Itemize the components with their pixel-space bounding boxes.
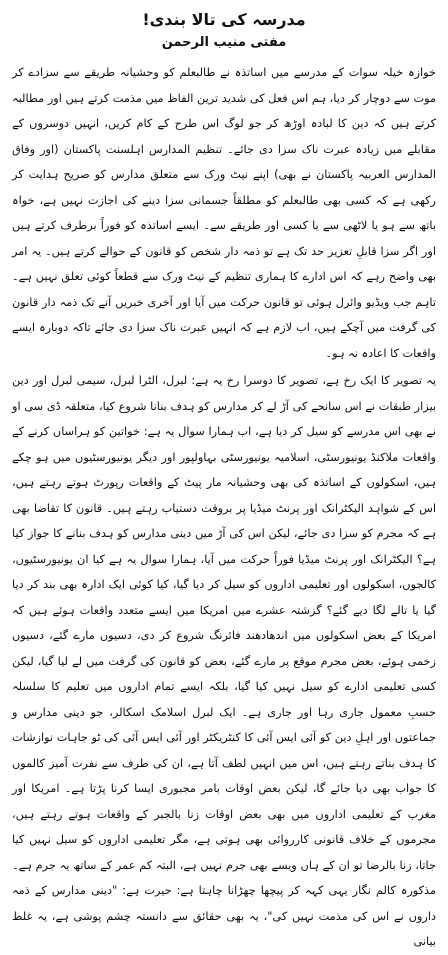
article-author: مفتی منیب الرحمن [161,35,287,50]
article-paragraph-2: یہ تصویر کا ایک رخ ہے، تصویر کا دوسرا رخ یہ ہے: لبرل، الٹرا لبرل، سیمی لبرل اور دین بیزار طبقات نے اس سانحے کی آڑ لے کر مدارس کو ہدف بنانا شروع کیا، متعلقہ ڈی سی او نے بھی اس مدرسے کو سیل کر دیا ہے، اب ہمارا سوال یہ ہے: خواتین کو ہراساں کرنے کے واقعات ملاکنڈ یونیورسٹی، اسلامیہ یونیورسٹی بہاولپور اور دیگر یونیورسٹیوں میں ہو چکے ہیں، اسکولوں کے اساتذہ کی بھی وحشیانہ مار پیٹ کے واقعات رپورٹ ہوتے رہتے ہیں، اس کے شواہد الیکٹرانک اور پرنٹ میڈیا پر بروقت دستیاب رہتے ہیں۔ قانون کا تقاضا بھی ہے کہ مجرم کو سزا دی جائے، لیکن اس کی آڑ میں دینی مدارس کو ہدف بنانے کا جواز کیا ہے؟ الیکٹرانک اور پرنٹ میڈیا فوراً حرکت میں آیا، ہمارا سوال یہ ہے کیا ان یونیورسٹیوں، کالجوں، اسکولوں اور تعلیمی اداروں کو سیل کر دیا گیا، کیا کوئی ایک ادارہ بھی بند کر دیا گیا یا تالے لگا دیے گئے؟ گزشتہ عشرے میں امریکا میں ایسے متعدد واقعات ہوئے ہیں کہ امریکا کے بعض اسکولوں میں اندھادھند فائرنگ شروع کر دی، دسیوں مارے گئے، دسیوں زخمی ہوئے، بعض مجرم موقع پر مارے گئے، بعض کو قانون کی گرفت میں لے لیا گیا، لیکن کسی تعلیمی ادارے کو سیل نہیں کیا گیا، بلکہ ایسے تمام اداروں میں تعلیم کا سلسلہ حسبِ معمول جاری رہا اور جاری ہے۔ ایک لبرل اسلامک اسکالر، جو دینی مدارس و جماعتوں اور اہلِ دین کو آئی ایس آئی کا کنٹریکٹر اور آئی ایس آئی کی ٹو جاہات نوازشات کا ہدف بناتے رہتے ہیں، اس میں انہیں لطف آتا ہے، ان کی طرف سے نفرت آمیز کالموں کا جواب بھی دیا جائے گا، لیکن بعض اوقات بامر مجبوری ایسا کرنا پڑتا ہے۔ امریکا اور مغرب کے تعلیمی اداروں میں بھی بعض اوقات زنا بالجبر کے واقعات ہوتے رہتے ہیں، مجرموں کے خلاف قانونی کارروائی بھی ہوتی ہے، مگر تعلیمی اداروں کو سیل نہیں کیا جاتا، زنا بالرضا تو ان کے ہاں ویسے بھی جرم نہیں ہے، البتہ کم عمر کے ساتھ یہ جرم ہے۔ مذکورہ کالم نگار یہی کہہ کر پیچھا چھڑانا چاہتا ہے: حیرت ہے: "دینی مدارس کے ذمہ داروں نے اس کی مذمت نہیں کی"، یہ بھی حقائق سے دانستہ چشم پوشی ہے، یہ غلط بیانی [12,374,436,948]
article-paragraph-1: خوازہ خیلہ سوات کے مدرسے میں اساتذہ نے طالبعلم کو وحشیانہ طریقے سے سزادے کر موت سے دوچار کر دیا، ہم اس فعل کی شدید ترین الفاظ میں مذمت کرتے ہیں اور مطالبہ کرتے ہیں کہ دین کا لبادہ اوڑھ کر جو لوگ اس طرح کے کام کریں، انہیں دوسروں کے مقابلے میں زیادہ عبرت ناک سزا دی جائے۔ تنظیم المدارس اہلسنت پاکستان (اور وفاق المدارس العربیہ پاکستان نے بھی) اپنے نیٹ ورک سے متعلق مدارس کو صریح ہدایت کر رکھی ہے کہ کسی بھی طالبعلم کو مطلقاً جسمانی سزا دینے کی اجازت نہیں ہے، خواہ باتھ سے ہو یا لاٹھی سے یا کسی اور طریقے سے۔ ایسے اساتذہ کو فوراً برطرف کرتے ہیں اور اگر سزا قابلِ تعزیر حد تک ہے تو ذمہ دار شخص کو قانون کے حوالے کرتے ہیں۔ یہ امر بھی واضح رہے کہ اس ادارے کا ہماری تنظیم کے نیٹ ورک سے قطعاً کوئی تعلق نہیں ہے۔ تاہم جب ویڈیو وائرل ہوئی تو قانون حرکت میں آیا اور آخری خبریں آنے تک ذمہ دار قانون کی گرفت میں آچکے ہیں، اب لازم ہے کہ انہیں عبرت ناک سزا دی جائے تاکہ دوبارہ ایسے واقعات کا اعادہ نہ ہو۔ [12,66,436,360]
article-title: مدرسہ کی تالا بندی! [142,10,306,29]
